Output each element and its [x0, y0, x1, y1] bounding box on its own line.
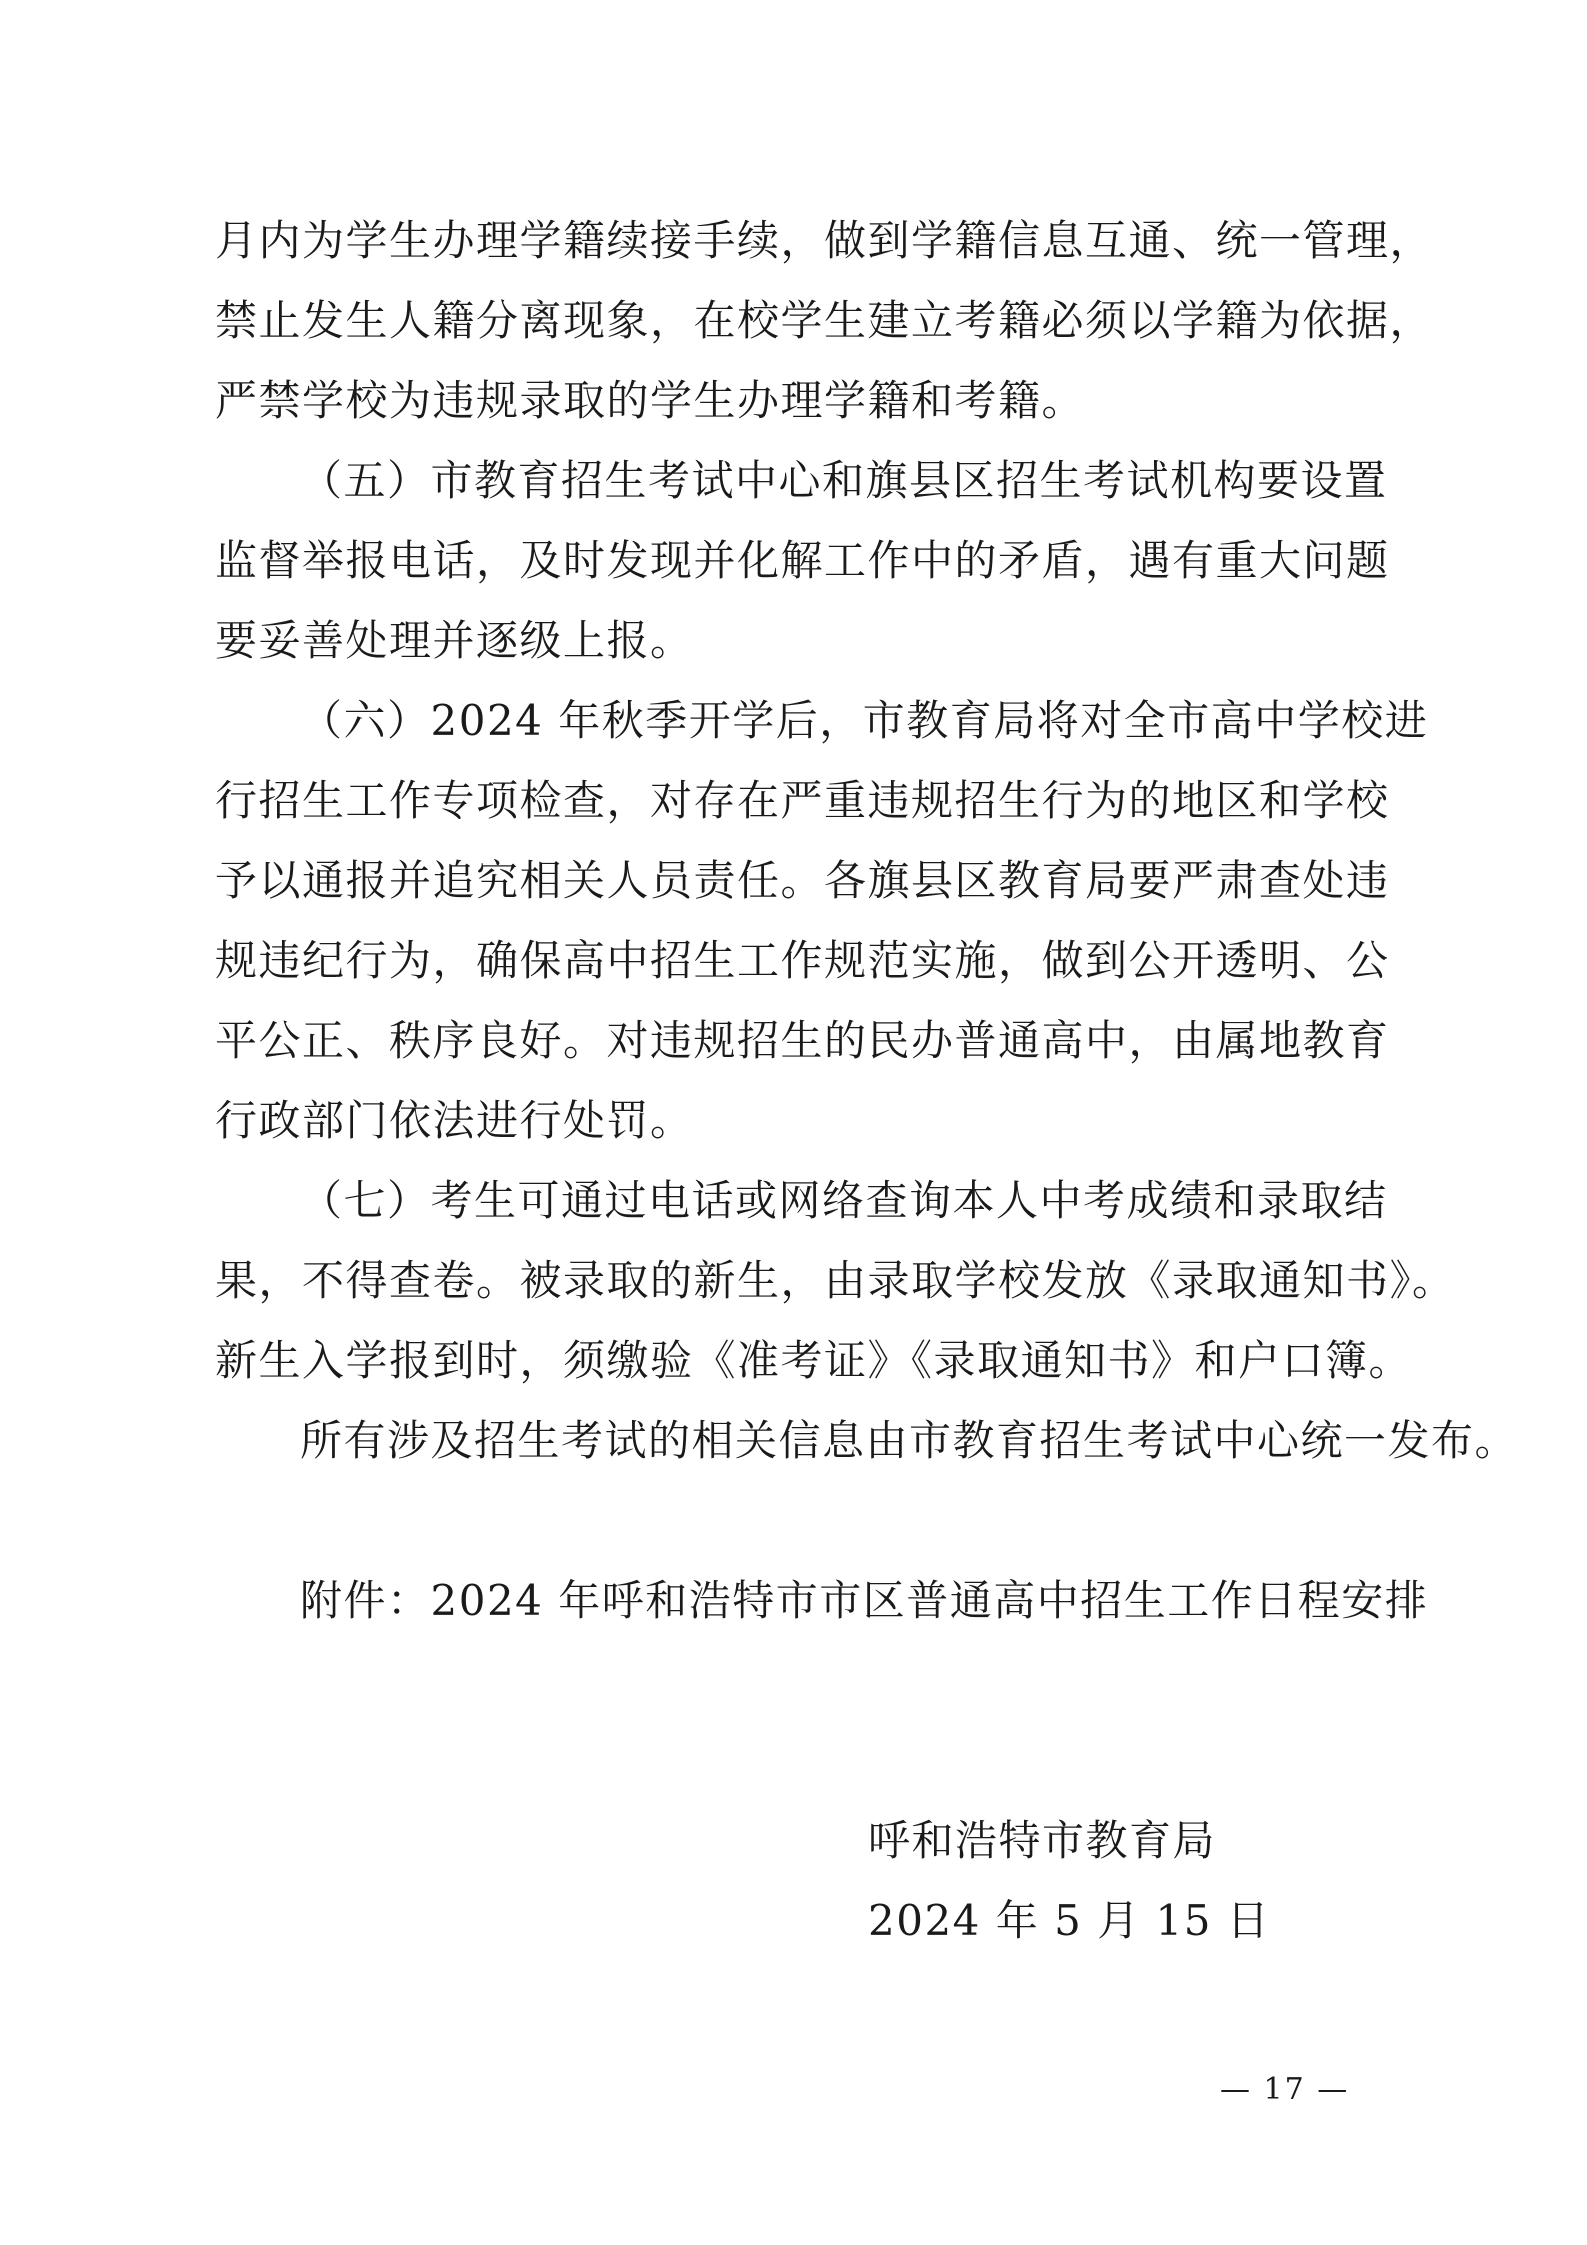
paragraph-five-start: （五）市教育招生考试中心和旗县区招生考试机构要设置 — [300, 456, 1388, 505]
body-line: 严禁学校为违规录取的学生办理学籍和考籍。 — [215, 376, 1086, 425]
body-line: 行招生工作专项检查，对存在严重违规招生行为的地区和学校 — [215, 776, 1390, 825]
signature-org: 呼和浩特市教育局 — [868, 1816, 1217, 1865]
body-line: 监督举报电话，及时发现并化解工作中的矛盾，遇有重大问题 — [215, 536, 1390, 585]
page-number: — 17 — — [1220, 2072, 1350, 2107]
body-line: 予以通报并追究相关人员责任。各旗县区教育局要严肃查处违 — [215, 856, 1390, 905]
signature-date: 2024 年 5 月 15 日 — [868, 1896, 1271, 1945]
body-line: 新生入学报到时，须缴验《准考证》《录取通知书》和户口簿。 — [215, 1336, 1413, 1385]
attachment-line: 附件：2024 年呼和浩特市市区普通高中招生工作日程安排 — [300, 1576, 1429, 1625]
body-line: 月内为学生办理学籍续接手续，做到学籍信息互通、统一管理， — [215, 216, 1434, 265]
body-line: 禁止发生人籍分离现象，在校学生建立考籍必须以学籍为依据， — [215, 296, 1434, 345]
paragraph-six-start: （六）2024 年秋季开学后，市教育局将对全市高中学校进 — [300, 696, 1429, 745]
body-line: 行政部门依法进行处罚。 — [215, 1096, 694, 1145]
body-line: 规违纪行为，确保高中招生工作规范实施，做到公开透明、公 — [215, 936, 1390, 985]
body-line: 要妥善处理并逐级上报。 — [215, 616, 694, 665]
body-line: 果，不得查卷。被录取的新生，由录取学校发放《录取通知书》。 — [215, 1256, 1456, 1305]
paragraph-seven-start: （七）考生可通过电话或网络查询本人中考成绩和录取结 — [300, 1176, 1388, 1225]
body-line: 平公正、秩序良好。对违规招生的民办普通高中，由属地教育 — [215, 1016, 1390, 1065]
closing-statement: 所有涉及招生考试的相关信息由市教育招生考试中心统一发布。 — [300, 1416, 1519, 1465]
